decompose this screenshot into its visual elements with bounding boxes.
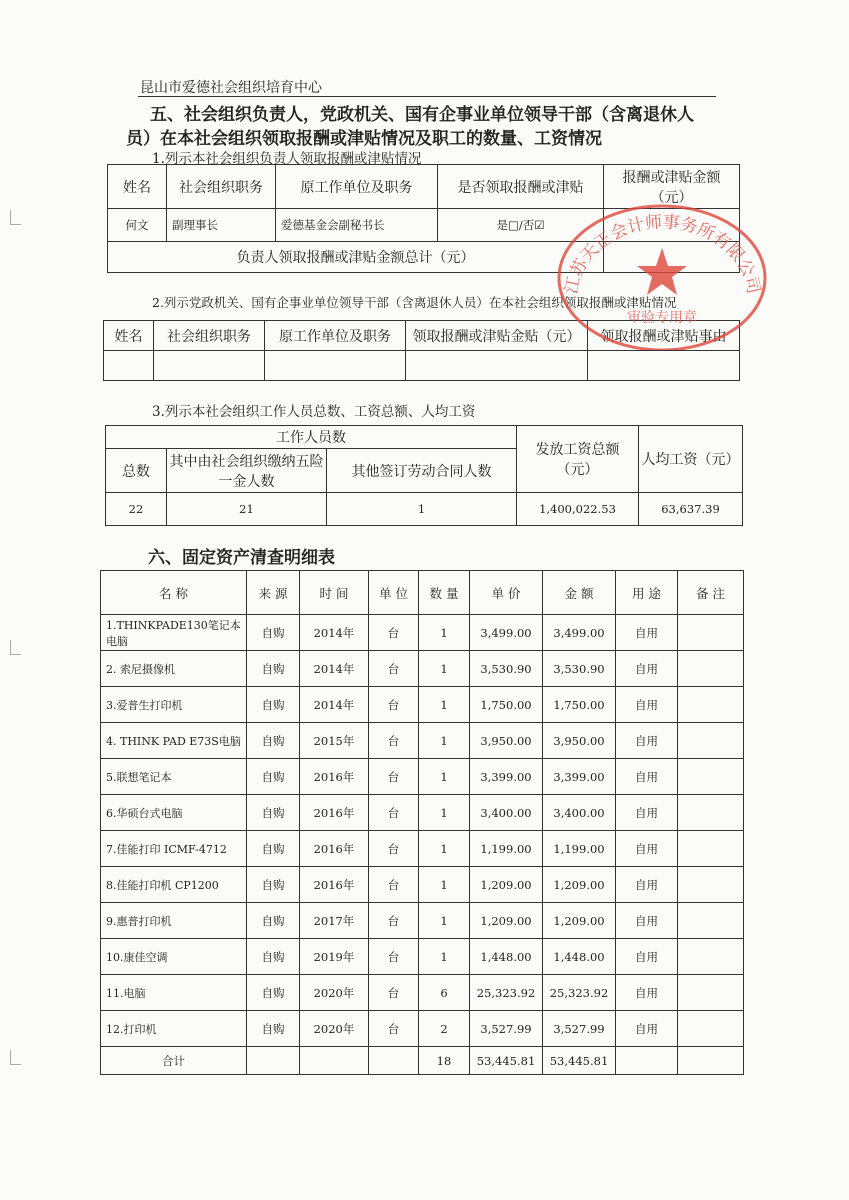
cell-price: 1,209.00 bbox=[470, 903, 543, 939]
empty-cell bbox=[104, 351, 154, 381]
table-row bbox=[101, 867, 744, 903]
col-header-source: 来 源 bbox=[247, 571, 300, 615]
cell-name: 3.爱普生打印机 bbox=[101, 687, 247, 723]
official-seal bbox=[555, 200, 770, 350]
cell-name: 何文 bbox=[108, 209, 167, 242]
table-row bbox=[101, 939, 744, 975]
cell-use: 自用 bbox=[616, 615, 678, 651]
cell-wage-avg: 63,637.39 bbox=[639, 493, 743, 526]
cell-time: 2014年 bbox=[300, 687, 369, 723]
cell-qty: 1 bbox=[419, 903, 470, 939]
binding-mark bbox=[10, 1050, 21, 1065]
cell-note bbox=[678, 831, 744, 867]
cell-price: 3,950.00 bbox=[470, 723, 543, 759]
cell-amount: 1,209.00 bbox=[543, 867, 616, 903]
cell-qty: 1 bbox=[419, 723, 470, 759]
cell-use: 自用 bbox=[616, 1011, 678, 1047]
cell-source: 自购 bbox=[247, 1011, 300, 1047]
cell-price: 1,448.00 bbox=[470, 939, 543, 975]
cell-contract: 1 bbox=[327, 493, 517, 526]
table-row bbox=[101, 723, 744, 759]
cell-unit: 台 bbox=[369, 723, 419, 759]
cell-qty: 1 bbox=[419, 615, 470, 651]
cell-note bbox=[678, 615, 744, 651]
cell-source: 自购 bbox=[247, 687, 300, 723]
cell-original-unit: 爱德基金会副秘书长 bbox=[276, 209, 438, 242]
col-header-position: 社会组织职务 bbox=[154, 321, 265, 351]
staff-wage-table bbox=[105, 425, 743, 526]
col-header-note: 备 注 bbox=[678, 571, 744, 615]
cell-use: 自用 bbox=[616, 651, 678, 687]
col-header-amount: 金 额 bbox=[543, 571, 616, 615]
cell-qty: 1 bbox=[419, 867, 470, 903]
cell-name: 10.康佳空调 bbox=[101, 939, 247, 975]
sub2-caption: 2.列示党政机关、国有企事业单位领导干部（含离退休人员）在本社会组织领取报酬或津贴情况 bbox=[152, 295, 677, 310]
cell-price: 1,750.00 bbox=[470, 687, 543, 723]
cell-time: 2016年 bbox=[300, 759, 369, 795]
col-header-price: 单 价 bbox=[470, 571, 543, 615]
col-header-reason: 领取报酬或津贴事由 bbox=[588, 321, 740, 351]
seal-star bbox=[637, 248, 687, 295]
cell-use: 自用 bbox=[616, 831, 678, 867]
table-row bbox=[101, 903, 744, 939]
cell-source: 自购 bbox=[247, 795, 300, 831]
cell-amount: 1,209.00 bbox=[543, 903, 616, 939]
cell-note bbox=[678, 723, 744, 759]
col-header-receive: 是否领取报酬或津贴 bbox=[438, 165, 604, 209]
cell-note bbox=[678, 651, 744, 687]
cell-time: 2016年 bbox=[300, 867, 369, 903]
cell-note bbox=[678, 867, 744, 903]
cell-qty: 1 bbox=[419, 687, 470, 723]
col-header-amount: 报酬或津贴金额（元） bbox=[604, 165, 740, 209]
cell-use: 自用 bbox=[616, 903, 678, 939]
col-header-original-unit: 原工作单位及职务 bbox=[276, 165, 438, 209]
col-header-wage-avg: 人均工资（元） bbox=[639, 426, 743, 493]
cell-unit: 台 bbox=[369, 687, 419, 723]
cell-time: 2017年 bbox=[300, 903, 369, 939]
cell-unit: 台 bbox=[369, 975, 419, 1011]
cell-note bbox=[678, 687, 744, 723]
cell-source: 自购 bbox=[247, 759, 300, 795]
cell-time: 2016年 bbox=[300, 831, 369, 867]
cell-name: 2. 索尼摄像机 bbox=[101, 651, 247, 687]
cell-source: 自购 bbox=[247, 975, 300, 1011]
cell-time: 2015年 bbox=[300, 723, 369, 759]
table-row bbox=[101, 831, 744, 867]
col-header-position: 社会组织职务 bbox=[167, 165, 276, 209]
cell-unit: 台 bbox=[369, 867, 419, 903]
empty-cell bbox=[369, 1047, 419, 1075]
cell-price: 3,399.00 bbox=[470, 759, 543, 795]
cell-price: 1,199.00 bbox=[470, 831, 543, 867]
total-amount: 53,445.81 bbox=[543, 1047, 616, 1075]
col-header-qty: 数 量 bbox=[419, 571, 470, 615]
cell-name: 4. THINK PAD E73S电脑 bbox=[101, 723, 247, 759]
cell-time: 2020年 bbox=[300, 1011, 369, 1047]
sub3-caption: 3.列示本社会组织工作人员总数、工资总额、人均工资 bbox=[152, 404, 476, 420]
cell-unit: 台 bbox=[369, 651, 419, 687]
cell-name: 9.惠普打印机 bbox=[101, 903, 247, 939]
cell-price: 3,527.99 bbox=[470, 1011, 543, 1047]
cell-position: 副理事长 bbox=[167, 209, 276, 242]
cell-note bbox=[678, 795, 744, 831]
sub1-caption: 1.列示本社会组织负责人领取报酬或津贴情况 bbox=[152, 151, 422, 167]
cell-use: 自用 bbox=[616, 795, 678, 831]
empty-cell bbox=[247, 1047, 300, 1075]
total-qty: 18 bbox=[419, 1047, 470, 1075]
col-header-contract: 其他签订劳动合同人数 bbox=[327, 449, 517, 493]
table-row bbox=[101, 1011, 744, 1047]
cell-source: 自购 bbox=[247, 723, 300, 759]
cell-note bbox=[678, 1011, 744, 1047]
total-label: 合计 bbox=[101, 1047, 247, 1075]
cell-qty: 1 bbox=[419, 651, 470, 687]
staff-count-group-header: 工作人员数 bbox=[106, 426, 517, 449]
cell-unit: 台 bbox=[369, 831, 419, 867]
cell-insured: 21 bbox=[167, 493, 327, 526]
cell-amount: 1,750.00 bbox=[543, 687, 616, 723]
table-row bbox=[101, 975, 744, 1011]
col-header-insured: 其中由社会组织缴纳五险一金人数 bbox=[167, 449, 327, 493]
header-rule bbox=[138, 96, 716, 97]
empty-cell bbox=[265, 351, 406, 381]
cell-name: 12.打印机 bbox=[101, 1011, 247, 1047]
cell-name: 8.佳能打印机 CP1200 bbox=[101, 867, 247, 903]
col-header-name: 名 称 bbox=[101, 571, 247, 615]
cell-price: 25,323.92 bbox=[470, 975, 543, 1011]
cell-name: 5.联想笔记本 bbox=[101, 759, 247, 795]
empty-cell bbox=[678, 1047, 744, 1075]
cell-time: 2014年 bbox=[300, 651, 369, 687]
cell-amount: 1,199.00 bbox=[543, 831, 616, 867]
col-header-name: 姓名 bbox=[108, 165, 167, 209]
section5-title-line1: 五、社会组织负责人，党政机关、国有企事业单位领导干部（含离退休人 bbox=[150, 105, 694, 125]
cell-use: 自用 bbox=[616, 759, 678, 795]
cell-time: 2020年 bbox=[300, 975, 369, 1011]
cell-source: 自购 bbox=[247, 903, 300, 939]
table-row bbox=[101, 651, 744, 687]
cell-time: 2014年 bbox=[300, 615, 369, 651]
col-header-unit: 单 位 bbox=[369, 571, 419, 615]
cell-amount: 3,400.00 bbox=[543, 795, 616, 831]
cell-price: 1,209.00 bbox=[470, 867, 543, 903]
cell-unit: 台 bbox=[369, 939, 419, 975]
cell-qty: 1 bbox=[419, 831, 470, 867]
table-row bbox=[101, 759, 744, 795]
cell-name: 7.佳能打印 ICMF-4712 bbox=[101, 831, 247, 867]
cell-amount: 3,530.90 bbox=[543, 651, 616, 687]
cell-receive: 是□/否☑ bbox=[438, 209, 604, 242]
cell-qty: 1 bbox=[419, 795, 470, 831]
cell-qty: 1 bbox=[419, 759, 470, 795]
cell-total: 22 bbox=[106, 493, 167, 526]
seal-arc-text: 江苏天正会计师事务所有限公司 bbox=[561, 212, 764, 296]
section5-title-line2: 员）在本社会组织领取报酬或津贴情况及职工的数量、工资情况 bbox=[126, 129, 602, 149]
cell-unit: 台 bbox=[369, 795, 419, 831]
col-header-amount: 领取报酬或津贴金贴（元） bbox=[406, 321, 588, 351]
table-row bbox=[101, 687, 744, 723]
cell-price: 3,499.00 bbox=[470, 615, 543, 651]
binding-mark bbox=[10, 640, 21, 655]
cell-source: 自购 bbox=[247, 867, 300, 903]
col-header-total: 总数 bbox=[106, 449, 167, 493]
org-header: 昆山市爱德社会组织培育中心 bbox=[140, 80, 322, 96]
cell-use: 自用 bbox=[616, 723, 678, 759]
fixed-asset-table bbox=[100, 570, 744, 1075]
binding-mark bbox=[10, 210, 21, 225]
cell-source: 自购 bbox=[247, 939, 300, 975]
col-header-wage-total: 发放工资总额（元） bbox=[517, 426, 639, 493]
cell-use: 自用 bbox=[616, 867, 678, 903]
cell-source: 自购 bbox=[247, 615, 300, 651]
empty-cell bbox=[154, 351, 265, 381]
cell-time: 2019年 bbox=[300, 939, 369, 975]
cell-unit: 台 bbox=[369, 615, 419, 651]
cell-amount: 3,527.99 bbox=[543, 1011, 616, 1047]
cell-price: 3,530.90 bbox=[470, 651, 543, 687]
cell-qty: 2 bbox=[419, 1011, 470, 1047]
cell-price: 3,400.00 bbox=[470, 795, 543, 831]
col-header-name: 姓名 bbox=[104, 321, 154, 351]
cell-note bbox=[678, 975, 744, 1011]
cell-source: 自购 bbox=[247, 831, 300, 867]
cell-wage-total: 1,400,022.53 bbox=[517, 493, 639, 526]
cell-qty: 6 bbox=[419, 975, 470, 1011]
empty-cell bbox=[300, 1047, 369, 1075]
col-header-use: 用 途 bbox=[616, 571, 678, 615]
cell-amount: 3,950.00 bbox=[543, 723, 616, 759]
cell-note bbox=[678, 939, 744, 975]
total-label: 负责人领取报酬或津贴金额总计（元） bbox=[108, 242, 604, 273]
total-price: 53,445.81 bbox=[470, 1047, 543, 1075]
cell-amount: 3,499.00 bbox=[543, 615, 616, 651]
cell-use: 自用 bbox=[616, 975, 678, 1011]
cell-note bbox=[678, 759, 744, 795]
cell-unit: 台 bbox=[369, 759, 419, 795]
cell-qty: 1 bbox=[419, 939, 470, 975]
cell-unit: 台 bbox=[369, 1011, 419, 1047]
cell-source: 自购 bbox=[247, 651, 300, 687]
table-row bbox=[101, 615, 744, 651]
seal-subtitle: 审验专用章 bbox=[627, 310, 697, 326]
cell-unit: 台 bbox=[369, 903, 419, 939]
cell-time: 2016年 bbox=[300, 795, 369, 831]
cell-note bbox=[678, 903, 744, 939]
cell-use: 自用 bbox=[616, 939, 678, 975]
cell-amount: 3,399.00 bbox=[543, 759, 616, 795]
section6-title: 六、固定资产清查明细表 bbox=[148, 548, 335, 568]
cell-amount: 1,448.00 bbox=[543, 939, 616, 975]
col-header-time: 时 间 bbox=[300, 571, 369, 615]
cell-name: 1.THINKPADE130笔记本电脑 bbox=[101, 615, 247, 651]
empty-cell bbox=[616, 1047, 678, 1075]
empty-cell bbox=[588, 351, 740, 381]
cell-name: 6.华硕台式电脑 bbox=[101, 795, 247, 831]
empty-cell bbox=[406, 351, 588, 381]
table-row bbox=[101, 795, 744, 831]
cell-use: 自用 bbox=[616, 687, 678, 723]
cell-amount: 25,323.92 bbox=[543, 975, 616, 1011]
cell-name: 11.电脑 bbox=[101, 975, 247, 1011]
col-header-original-unit: 原工作单位及职务 bbox=[265, 321, 406, 351]
